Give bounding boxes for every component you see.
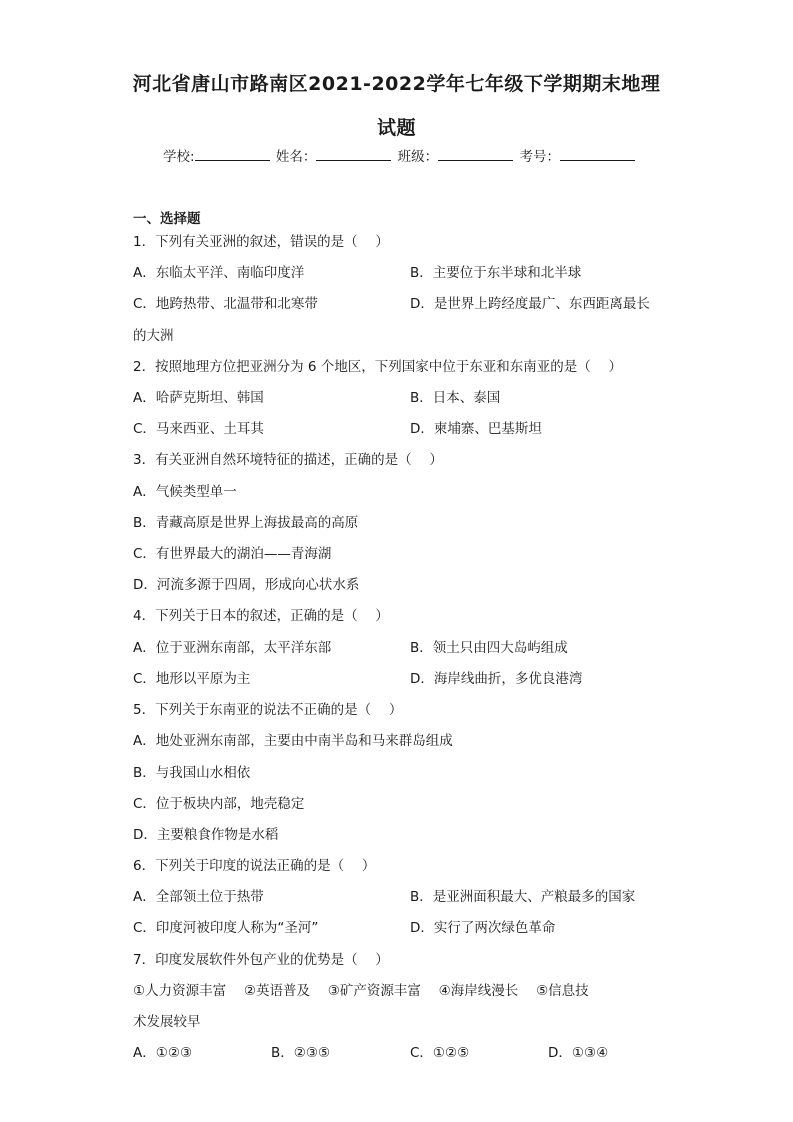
class-label: 班级： [397,149,439,165]
question-items-continuation: 术发展较早 [133,1014,201,1030]
option-b[interactable]: B．青藏高原是世界上海拔最高的高原 [133,515,359,531]
school-label: 学校: [163,149,195,165]
option-b[interactable]: B．日本、泰国 [410,390,501,406]
school-blank[interactable] [195,146,270,161]
option-a[interactable]: A．东临太平洋、南临印度洋 [133,265,305,281]
question-stem: 1．下列有关亚洲的叙述，错误的是（ ） [133,234,389,250]
option-c[interactable]: C．①②⑤ [410,1045,470,1061]
option-b[interactable]: B．是亚洲面积最大、产粮最多的国家 [410,889,636,905]
option-c[interactable]: C．地形以平原为主 [133,671,251,687]
option-d[interactable]: D．实行了两次绿色革命 [410,920,556,936]
option-a[interactable]: A．气候类型单一 [133,484,237,500]
option-a[interactable]: A．地处亚洲东南部，主要由中南半岛和马来群岛组成 [133,733,453,749]
option-b[interactable]: B．领土只由四大岛屿组成 [410,640,568,656]
question-stem: 7．印度发展软件外包产业的优势是（ ） [133,952,389,968]
question-stem: 6．下列关于印度的说法正确的是（ ） [133,858,376,874]
class-blank[interactable] [438,146,513,161]
option-d[interactable]: D．柬埔寨、巴基斯坦 [410,421,542,437]
option-c[interactable]: C．马来西亚、土耳其 [133,421,264,437]
option-c[interactable]: C．位于板块内部，地壳稳定 [133,796,305,812]
option-a[interactable]: A．全部领土位于热带 [133,889,264,905]
exam-no-label: 考号： [519,149,560,165]
exam-no-blank[interactable] [560,146,635,161]
option-a[interactable]: A．位于亚洲东南部，太平洋东部 [133,640,332,656]
student-info-row [163,145,637,165]
question-stem: 2．按照地理方位把亚洲分为 6 个地区，下列国家中位于东亚和东南亚的是（ ） [133,359,623,375]
option-c[interactable]: C．印度河被印度人称为“圣河” [133,920,319,936]
option-d[interactable]: D．主要粮食作物是水稻 [133,827,279,843]
exam-title-continuation: 试题 [376,117,416,139]
section-title: 一、选择题 [133,211,201,227]
option-a[interactable]: A．①②③ [133,1045,193,1061]
option-b[interactable]: B．②③⑤ [271,1045,331,1061]
question-stem: 4．下列关于日本的叙述，正确的是（ ） [133,608,389,624]
name-blank[interactable] [316,146,391,161]
option-d[interactable]: D．河流多源于四周，形成向心状水系 [133,577,360,593]
option-c[interactable]: C．地跨热带、北温带和北寒带 [133,296,318,312]
question-stem: 3．有关亚洲自然环境特征的描述，正确的是（ ） [133,452,443,468]
question-items: ①人力资源丰富 ②英语普及 ③矿产资源丰富 ④海岸线漫长 ⑤信息技 [133,983,589,999]
option-a[interactable]: A．哈萨克斯坦、韩国 [133,390,264,406]
option-d[interactable]: D．①③④ [548,1045,609,1061]
option-b[interactable]: B．与我国山水相依 [133,765,251,781]
option-c[interactable]: C．有世界最大的湖泊——青海湖 [133,546,332,562]
name-label: 姓名： [275,149,317,165]
question-stem: 5．下列关于东南亚的说法不正确的是（ ） [133,702,403,718]
exam-title: 河北省唐山市路南区2021-2022学年七年级下学期期末地理 [132,73,661,95]
option-b[interactable]: B．主要位于东半球和北半球 [410,265,582,281]
option-d[interactable]: D．是世界上跨经度最广、东西距离最长 [410,296,650,312]
option-d-continuation: 的大洲 [133,328,174,344]
option-d[interactable]: D．海岸线曲折，多优良港湾 [410,671,583,687]
